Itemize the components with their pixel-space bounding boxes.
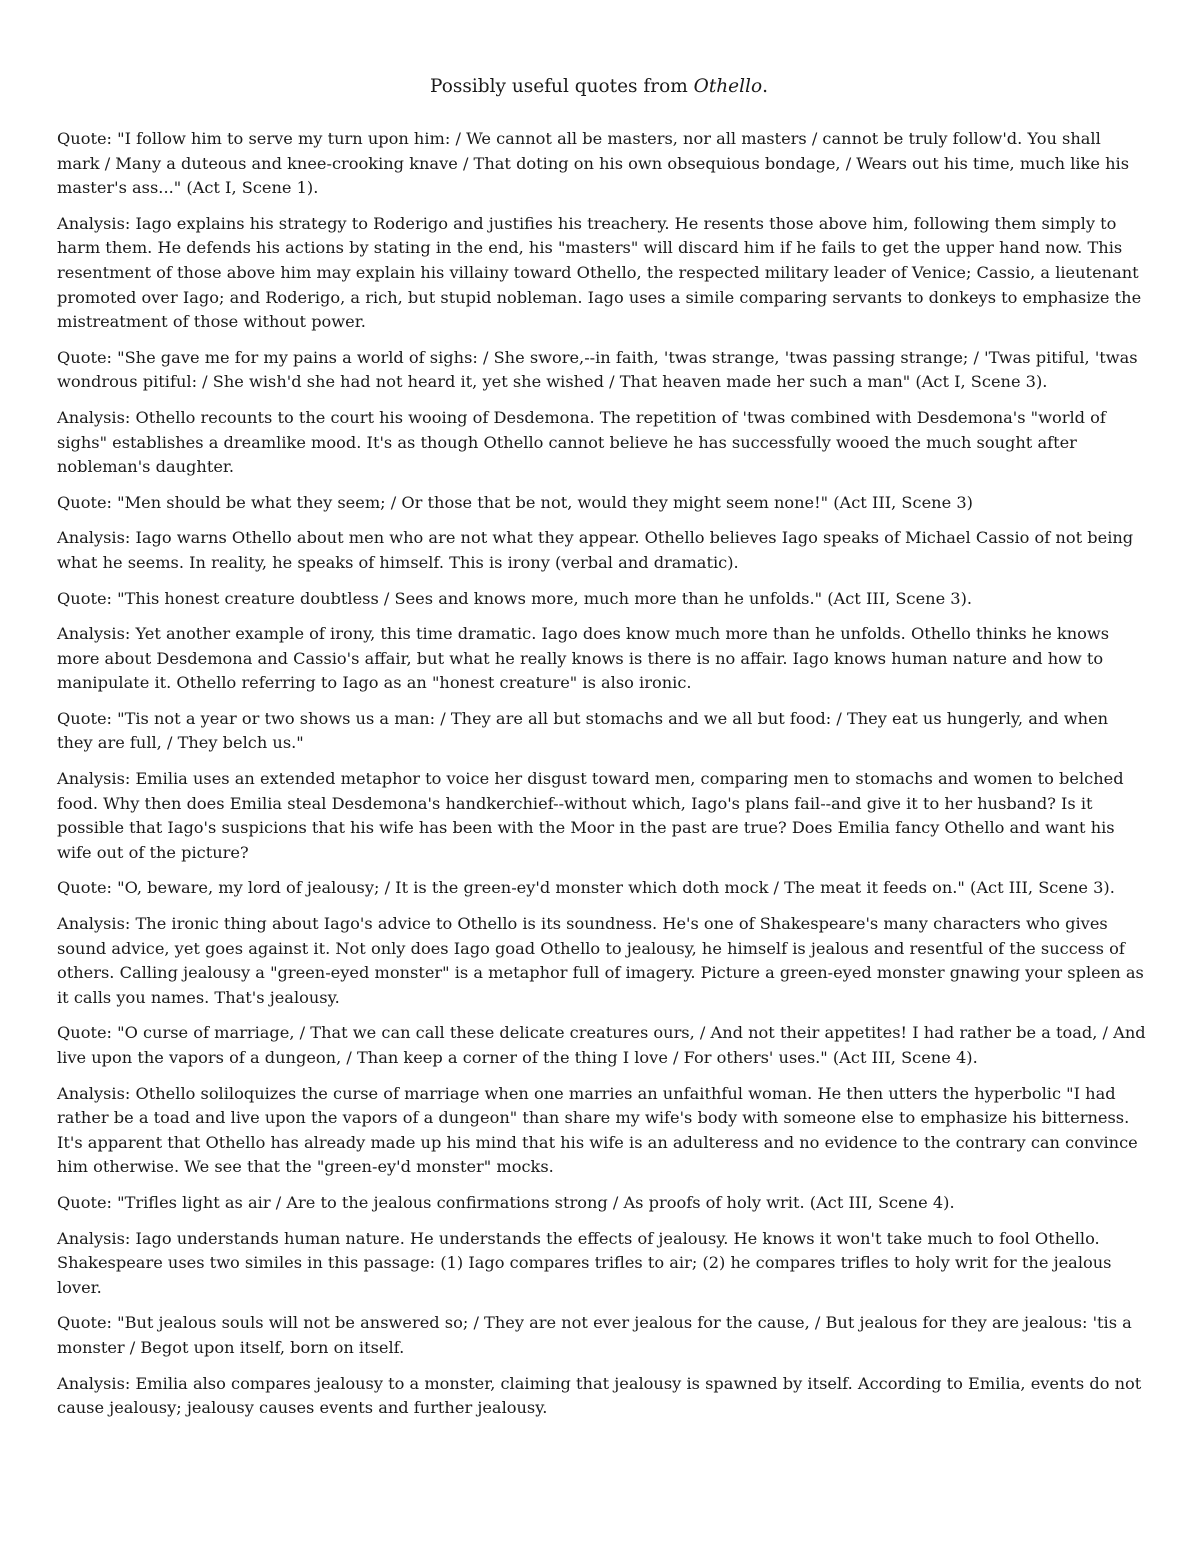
analysis-paragraph: Analysis: Iago explains his strategy to Roderigo and justifies his treachery. He resents those above him, following them simply to harm them. He defends his actions by stating in the end, his "masters" will discard him if he fails to get the upper hand now. This resentment of those above him may explain his villainy toward Othello, the respected military leader of Venice; Cassio, a lieutenant promoted over Iago; and Roderigo, a rich, but stupid nobleman. Iago uses a simile comparing servants to donkeys to emphasize the mistreatment of those without power. <box>57 213 1142 332</box>
quote-paragraph: Quote: "This honest creature doubtless / Sees and knows more, much more than he unfolds." (Act III, Scene 3). <box>57 588 973 608</box>
analysis-paragraph: Analysis: Iago understands human nature. He understands the effects of jealousy. He knows it won't take much to fool Othello. Shakespeare uses two similes in this passage: (1) Iago compares trifles to air; (2) he compares trifles to holy writ for the jealous lover. <box>57 1228 1112 1297</box>
analysis-paragraph: Analysis: Yet another example of irony, this time dramatic. Iago does know much more than he unfolds. Othello thinks he knows more about Desdemona and Cassio's affair, but what he really knows is there is no affair. Iago knows human nature and how to manipulate it. Othello referring to Iago as an "honest creature" is also ironic. <box>57 624 1110 693</box>
title-prefix: Possibly useful quotes from <box>430 76 694 97</box>
analysis-paragraph: Analysis: The ironic thing about Iago's advice to Othello is its soundness. He's one of Shakespeare's many characters who gives sound advice, yet goes against it. Not only does Iago goad Othello to jealousy, he himself is jealous and resentful of the success of others. Calling jealousy a "green-eyed monster" is a metaphor full of imagery. Picture a green-eyed monster gnawing your spleen as it calls you names. That's jealousy. <box>57 914 1144 1007</box>
analysis-paragraph: Analysis: Othello soliloquizes the curse of marriage when one marries an unfaithful woman. He then utters the hyperbolic "I had rather be a toad and live upon the vapors of a dungeon" than share my wife's body with someone else to emphasize his bitterness. It's apparent that Othello has already made up his mind that his wife is an adulteress and no evidence to the contrary can convince him otherwise. We see that the "green-ey'd monster" mocks. <box>57 1083 1138 1177</box>
analysis-paragraph: Analysis: Iago warns Othello about men who are not what they appear. Othello believes Iago speaks of Michael Cassio of not being what he seems. In reality, he speaks of himself. This is irony (verbal and dramatic). <box>57 528 1134 572</box>
quote-paragraph: Quote: "Men should be what they seem; / Or those that be not, would they might seem none!" (Act III, Scene 3) <box>57 492 973 512</box>
analysis-paragraph: Analysis: Emilia uses an extended metaphor to voice her disgust toward men, comparing men to stomachs and women to belched food. Why then does Emilia steal Desdemona's handkerchief--without which, Iago's plans fail--and give it to her husband? Is it possible that Iago's suspicions that his wife has been with the Moor in the past are true? Does Emilia fancy Othello and want his wife out of the picture? <box>57 769 1124 862</box>
analysis-paragraph: Analysis: Othello recounts to the court his wooing of Desdemona. The repetition of 'twas combined with Desdemona's "world of sighs" establishes a dreamlike mood. It's as though Othello cannot believe he has successfully wooed the much sought after nobleman's daughter. <box>57 407 1106 477</box>
title-suffix: . <box>762 76 768 97</box>
quote-paragraph: Quote: "She gave me for my pains a world of sighs: / She swore,--in faith, 'twas strange, 'twas passing strange; / 'Twas pitiful, 'twas wondrous pitiful: / She wish'd she had not heard it, yet she wished / That heaven made her such a man" (Act I, Scene 3). <box>57 347 1138 392</box>
document-title <box>57 74 1147 100</box>
document-page <box>57 74 1147 1432</box>
quote-paragraph: Quote: "Tis not a year or two shows us a man: / They are all but stomachs and we all but food: / They eat us hungerly, and when they are full, / They belch us." <box>57 708 1109 753</box>
title-play-name: Othello <box>693 76 763 97</box>
quote-paragraph: Quote: "But jealous souls will not be answered so; / They are not ever jealous for the cause, / But jealous for they are jealous: 'tis a monster / Begot upon itself, born on itself. <box>57 1313 1132 1357</box>
quote-paragraph: Quote: "O, beware, my lord of jealousy; / It is the green-ey'd monster which doth mock / The meat it feeds on." (Act III, Scene 3). <box>57 878 1115 898</box>
analysis-paragraph: Analysis: Emilia also compares jealousy to a monster, claiming that jealousy is spawned by itself. According to Emilia, events do not cause jealousy; jealousy causes events and further jealousy. <box>57 1373 1142 1418</box>
quote-paragraph: Quote: "I follow him to serve my turn upon him: / We cannot all be masters, nor all masters / cannot be truly follow'd. You shall mark / Many a duteous and knee-crooking knave / That doting on his own obsequious bondage, / Wears out his time, much like his master's ass..." (Act I, Scene 1). <box>57 129 1130 198</box>
quote-paragraph: Quote: "O curse of marriage, / That we can call these delicate creatures ours, / And not their appetites! I had rather be a toad, / And live upon the vapors of a dungeon, / Than keep a corner of the thing I love / For others' uses." (Act III, Scene 4). <box>57 1023 1146 1067</box>
quote-paragraph: Quote: "Trifles light as air / Are to the jealous confirmations strong / As proofs of holy writ. (Act III, Scene 4). <box>57 1192 955 1212</box>
